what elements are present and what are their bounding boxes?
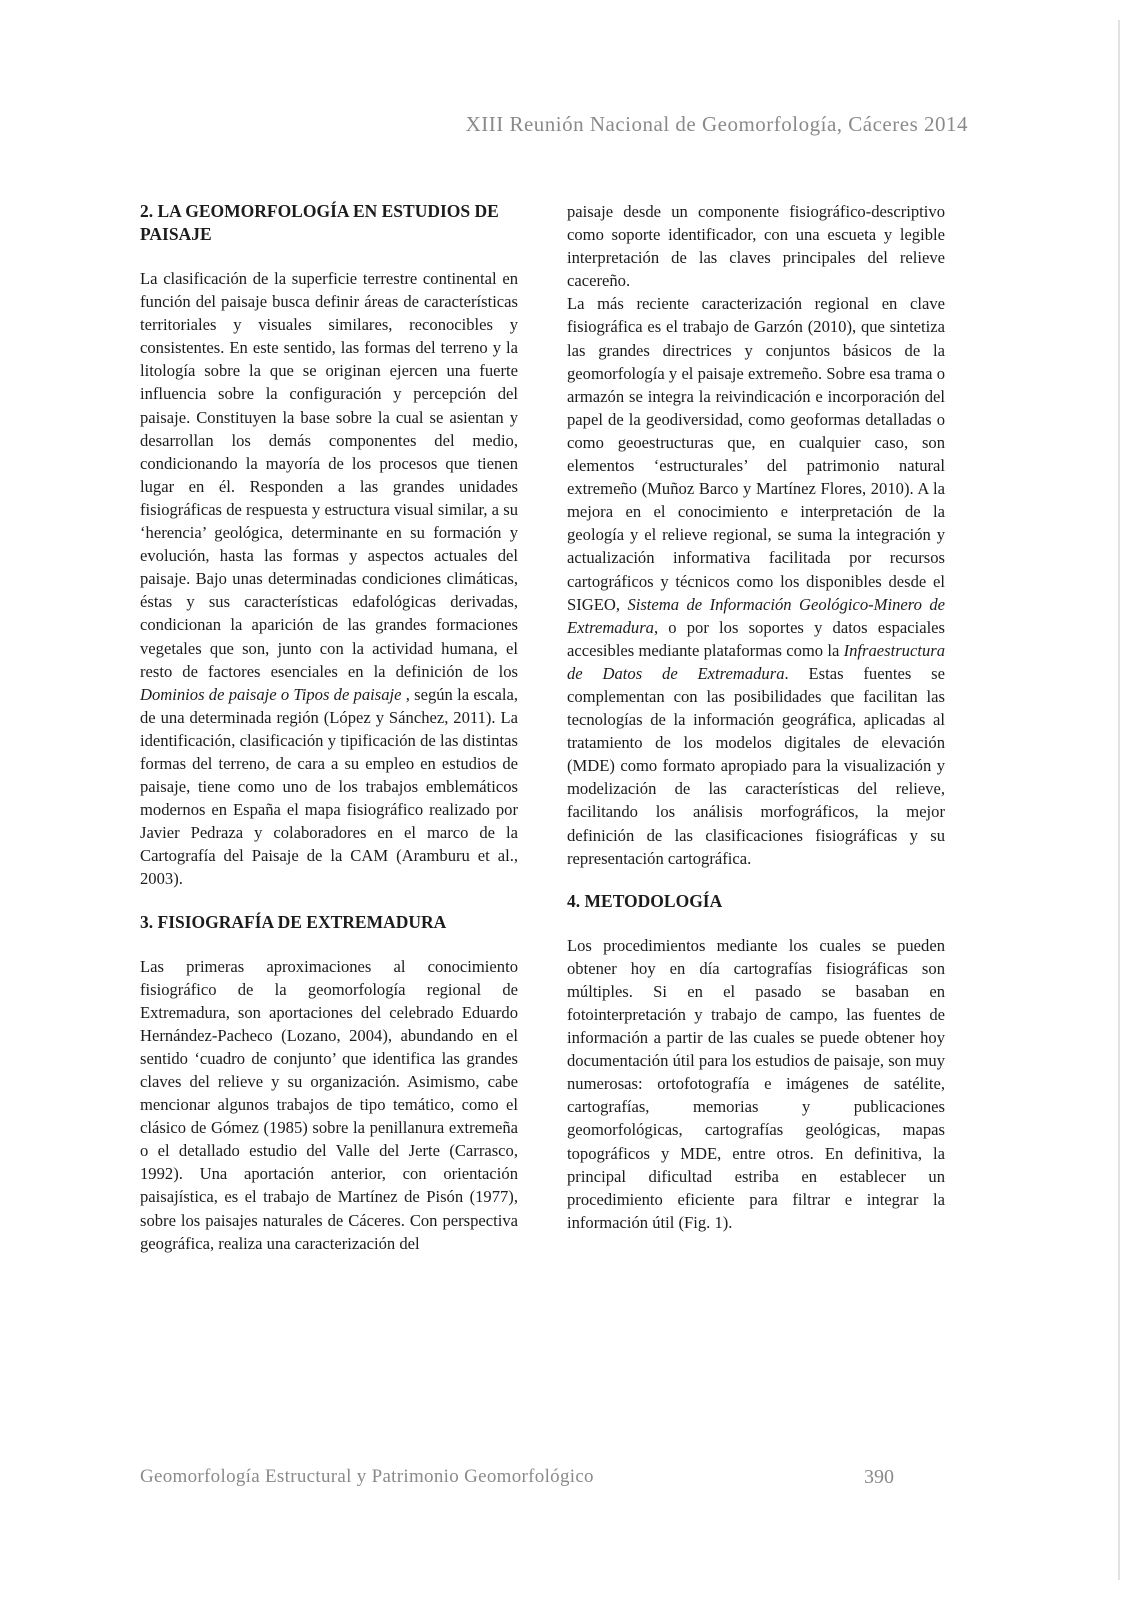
ide-italic-name: Infraestructura de Datos de Extremadura <box>567 640 945 683</box>
section-4-paragraph: Los procedimientos mediante los cuales se pueden obtener hoy en día cartografías fisiográficas son múltiples. Si en el pasado se basaban en fotointerpretación y trabajo de campo, las fuentes de información a partir de las cuales se puede obtener hoy documentación útil para los estudios de paisaje, son muy numerosas: ortofotografía e imágenes de satélite, cartografías, memorias y publicaciones geomorfológicas, cartografías geológicas, mapas topográficos y MDE, entre otros. En definitiva, la principal dificultad estriba en establecer un procedimiento eficiente para filtrar e integrar la información útil (Fig. 1). <box>567 935 945 1232</box>
section-3-paragraph-2 <box>567 292 945 869</box>
section-3-p2-text-a: La más reciente caracterización regional en clave fisiográfica es el trabajo de Garzón (2010), que sintetiza las grandes directrices y conjuntos básicos de la geomorfología y el paisaje extremeño. Sobre esa trama o armazón se integra la reivindicación e incorporación del papel de la geodiversidad, como geoformas detalladas o como geoestructuras que, en cualquier caso, son elementos ‘estructurales’ del patrimonio natural extremeño (Muñoz Barco y Martínez Flores, 2010). A la mejora en el conocimiento e interpretación de la geología y el relieve regional, se suma la integración y actualización informativa facilitada por recursos cartográficos y técnicos como los disponibles desde el SIGEO, <box>567 294 945 614</box>
page-edge-line <box>1118 20 1120 1580</box>
left-column <box>140 200 518 1255</box>
section-3-paragraph-1: Las primeras aproximaciones al conocimiento fisiográfico de la geomorfología regional de Extremadura, son aportaciones del celebrado Eduardo Hernández-Pacheco (Lozano, 2004), abundando en el sentido ‘cuadro de conjunto’ que identifica las grandes claves del relieve y su organización. Asimismo, cabe mencionar algunos trabajos de tipo temático, como el clásico de Gómez (1985) sobre la penillanura extremeña o el detallado estudio del Valle del Jerte (Carrasco, 1992). Una aportación anterior, con orientación paisajística, es el trabajo de Martínez de Pisón (1977), sobre los paisajes naturales de Cáceres. Con perspectiva geográfica, realiza una caracterización del <box>140 956 518 1253</box>
right-column <box>567 200 945 1234</box>
section-2-title: 2. LA GEOMORFOLOGÍA EN ESTUDIOS DE PAISAJE <box>140 201 499 244</box>
section-2-text-b: , según la escala, de una determinada región (López y Sánchez, 2011). La identificación, clasificación y tipificación de las distintas formas del terreno, de cara a su empleo en estudios de paisaje, tiene como uno de los trabajos emblemáticos modernos en España el mapa fisiográfico realizado por Javier Pedraza y colaboradores en el marco de la Cartografía del Paisaje de la CAM (Aramburu et al., 2003). <box>140 684 519 889</box>
section-4-title: 4. METODOLOGÍA <box>567 890 723 911</box>
footer-page-number: 390 <box>864 1466 894 1488</box>
section-3-title: 3. FISIOGRAFÍA DE EXTREMADURA <box>140 911 447 932</box>
section-2-italic-term: Dominios de paisaje o Tipos de paisaje <box>140 684 402 704</box>
section-3-paragraph-1-continued: paisaje desde un componente fisiográfico-descriptivo como soporte identificador, con una escueta y legible interpretación de las claves principales del relieve cacereño. <box>567 202 945 291</box>
section-3-p2-text-c: . Estas fuentes se complementan con las posibilidades que facilitan las tecnologías de la información geográfica, aplicadas al tratamiento de los modelos digitales de elevación (MDE) como formato apropiado para la visualización y modelización de las características del relieve, facilitando los análisis morfográficos, la mejor definición de las clasificaciones fisiográficas y su representación cartográfica. <box>567 663 945 868</box>
sigeo-italic-name: Sistema de Información Geológico-Minero de Extremadura <box>567 594 945 637</box>
section-2-text-a: La clasificación de la superficie terrestre continental en función del paisaje busca definir áreas de características territoriales y visuales similares, reconocibles y consistentes. En este sentido, las formas del terreno y la litología sobre la que se originan ejercen una fuerte influencia sobre la configuración y percepción del paisaje. Constituyen la base sobre la cual se asientan y desarrollan los demás componentes del medio, condicionando la mayoría de los procesos que tienen lugar en él. Responden a las grandes unidades fisiográficas de respuesta y estructura visual similar, a su ‘herencia’ geológica, determinante en su formación y evolución, hasta las formas y aspectos actuales del paisaje. Bajo unas determinadas condiciones climáticas, éstas y sus características edafológicas derivadas, condicionan la aparición de las grandes formaciones vegetales que son, junto con la actividad humana, el resto de factores esenciales en la definición de los <box>140 269 518 681</box>
section-3-p2-text-b: , o por los soportes y datos espaciales accesibles mediante plataformas como la <box>567 617 945 660</box>
section-2-paragraph <box>140 267 518 891</box>
footer-section-name: Geomorfología Estructural y Patrimonio Geomorfológico <box>140 1466 594 1487</box>
running-header: XIII Reunión Nacional de Geomorfología, Cáceres 2014 <box>465 112 968 136</box>
